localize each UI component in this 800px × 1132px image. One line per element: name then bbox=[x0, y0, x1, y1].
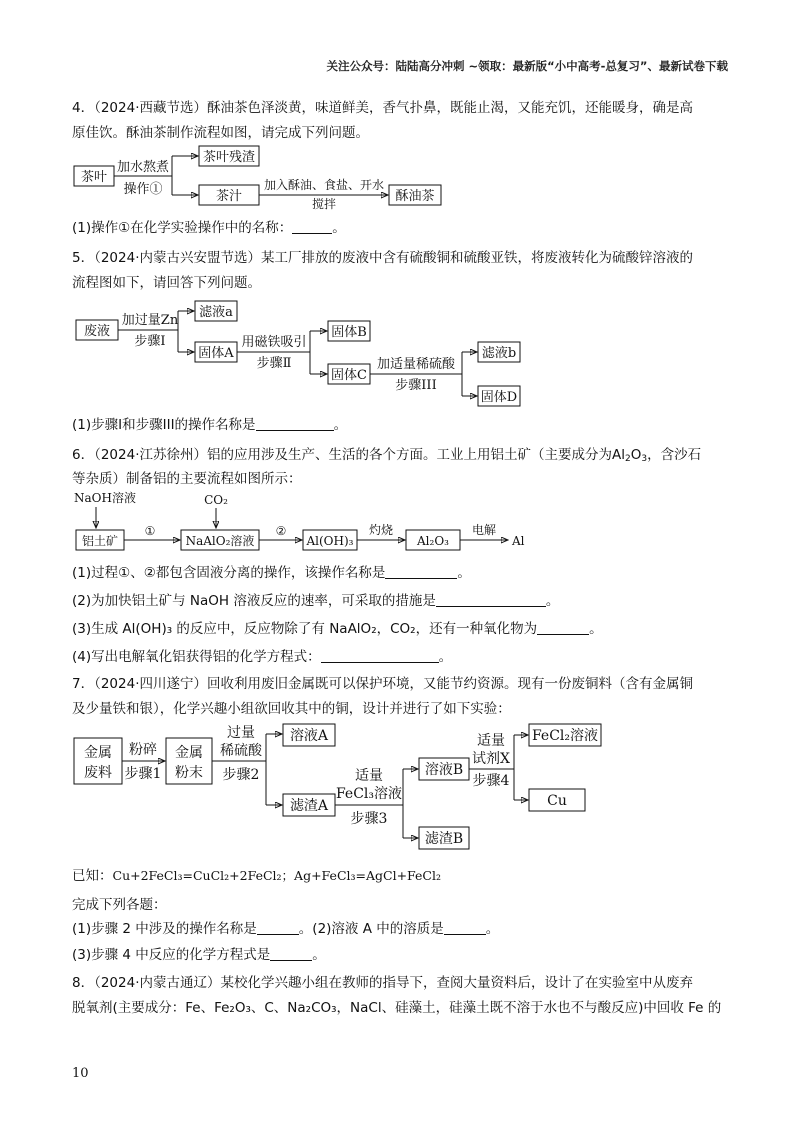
q6-naalo2: NaAlO₂溶液 bbox=[185, 534, 255, 548]
q5-solid-c: 固体C bbox=[331, 368, 367, 383]
q4-step-a: 加水熬煮 bbox=[116, 160, 170, 175]
q4-sub1-blank[interactable] bbox=[292, 219, 332, 234]
q7-stem-line2: 及少量铁和银），化学兴趣小组欲回收其中的铜，设计并进行了如下实验： bbox=[72, 701, 511, 717]
q5-solid-a: 固体A bbox=[198, 346, 234, 361]
q5-stem-line2: 流程图如下，请回答下列问题。 bbox=[72, 275, 261, 291]
q6-sub4-end: 。 bbox=[438, 649, 453, 665]
q6-o: O bbox=[630, 447, 642, 463]
q5-filtrate-a: 滤液a bbox=[199, 305, 233, 320]
q4-product: 酥油茶 bbox=[395, 189, 435, 204]
q5-solid-d: 固体D bbox=[480, 390, 518, 405]
q6-sub2-blank[interactable] bbox=[436, 592, 546, 607]
q5-step3: 步骤III bbox=[395, 378, 437, 393]
q5-sub1-blank[interactable] bbox=[256, 416, 334, 431]
q6-sub-3: 3 bbox=[641, 454, 648, 464]
q6-electrolysis: 电解 bbox=[471, 523, 497, 537]
q6-sub-2: 2 bbox=[624, 454, 631, 464]
q5-step2: 步骤Ⅱ bbox=[256, 356, 292, 371]
q6-sub2 bbox=[72, 589, 728, 613]
q5-acid: 加适量稀硫酸 bbox=[376, 357, 456, 372]
q6-sub1-text: (1)过程①、②都包含固液分离的操作，该操作名称是 bbox=[72, 565, 386, 581]
q6-sub3 bbox=[72, 617, 728, 641]
q7-sub1-text: (1)步骤 2 中涉及的操作名称是 bbox=[72, 921, 257, 937]
q6-al: Al bbox=[512, 534, 525, 548]
q7-stem-line1: 7．（2024·四川遂宁）回收利用废旧金属既可以保护环境，又能节约资源。现有一份废铜料（含有金属铜 bbox=[72, 676, 693, 692]
q8-stem-line2: 脱氧剂(主要成分：Fe、Fe₂O₃、C、Na₂CO₃，NaCl、硅藻土，硅藻土既不溶于水也不与酸反应)中回收 Fe 的 bbox=[72, 1000, 722, 1016]
q7-sub1-end: 。 bbox=[298, 921, 313, 937]
q7-sub2-end: 。 bbox=[485, 921, 500, 937]
q7-cu: Cu bbox=[547, 793, 567, 809]
q7-instruction: 完成下列各题： bbox=[72, 897, 167, 913]
q7-moderate-2: 适量 bbox=[477, 733, 505, 749]
q6-sub4-text: (4)写出电解氧化铝获得铝的化学方程式： bbox=[72, 649, 321, 665]
q6-sub2-text: (2)为加快铝土矿与 NaOH 溶液反应的速率，可采取的措施是 bbox=[72, 593, 436, 609]
q6-sub3-text: (3)生成 Al(OH)₃ 的反应中，反应物除了有 NaAlO₂，CO₂，还有一种氧化物为 bbox=[72, 621, 538, 637]
q7-dilute: 稀硫酸 bbox=[220, 743, 262, 759]
q6-ore: 铝土矿 bbox=[81, 534, 119, 548]
q7-known bbox=[72, 864, 728, 888]
q7-known-label: 已知： bbox=[72, 868, 113, 884]
q4-sub1-text: (1)操作①在化学实验操作中的名称： bbox=[72, 220, 293, 236]
q7-powder-1: 金属 bbox=[175, 745, 203, 761]
q7-fecl3: FeCl₃溶液 bbox=[335, 786, 403, 802]
q6-burn: 灼烧 bbox=[368, 523, 394, 537]
q5-add-zn: 加过量Zn bbox=[121, 313, 179, 328]
q7-scrap-1: 金属 bbox=[84, 745, 112, 761]
q7-fecl2: FeCl₂溶液 bbox=[531, 728, 599, 744]
q6-aloh3: Al(OH)₃ bbox=[306, 534, 354, 548]
q4-tea: 茶叶 bbox=[80, 170, 108, 185]
q7-sub3-blank[interactable] bbox=[270, 946, 312, 961]
q4-stem-line1: 4．（2024·西藏节选）酥油茶色泽淡黄，味道鲜美，香气扑鼻，既能止渴，又能充饥，还能暖身，确是高 bbox=[72, 100, 693, 116]
q4-sub1-end: 。 bbox=[332, 220, 346, 236]
q6-naoh: NaOH溶液 bbox=[74, 491, 136, 505]
q7-sub3-text: (3)步骤 4 中反应的化学方程式是 bbox=[72, 947, 271, 963]
q7-step1: 步骤1 bbox=[124, 766, 162, 782]
q7-residue-a: 滤渣A bbox=[289, 798, 329, 814]
q4-stir: 搅拌 bbox=[311, 197, 337, 211]
q6-sub4 bbox=[72, 645, 728, 669]
q5-waste: 废液 bbox=[83, 324, 111, 339]
q5-filtrate-b: 滤液b bbox=[481, 346, 517, 361]
q6-step2: ② bbox=[275, 524, 287, 538]
q6-sub3-blank[interactable] bbox=[537, 620, 589, 635]
q4-residue: 茶叶残渣 bbox=[202, 150, 256, 165]
q6-stem-line1-text: 6．（2024·江苏徐州）铝的应用涉及生产、生活的各个方面。工业上用铝土矿（主要成分为Al bbox=[72, 447, 625, 463]
q4-stem-line2: 原佳饮。酥油茶制作流程如图，请完成下列问题。 bbox=[72, 125, 369, 141]
q4-add: 加入酥油、食盐、开水 bbox=[263, 178, 385, 192]
q4-juice: 茶汁 bbox=[215, 189, 243, 204]
q7-solution-a: 溶液A bbox=[289, 728, 329, 744]
q6-al2o3: Al₂O₃ bbox=[417, 534, 449, 548]
q4-flow-diagram bbox=[74, 146, 441, 211]
q4-sub1 bbox=[72, 216, 728, 240]
q7-sub2-blank[interactable] bbox=[444, 920, 486, 935]
q5-step1: 步骤I bbox=[134, 334, 166, 349]
q5-solid-b: 固体B bbox=[331, 325, 367, 340]
q7-step3: 步骤3 bbox=[350, 811, 388, 827]
q7-crush: 粉碎 bbox=[129, 742, 157, 758]
q6-sub3-end: 。 bbox=[589, 621, 603, 637]
q7-step4: 步骤4 bbox=[472, 773, 510, 789]
q7-reagent-x: 试剂X bbox=[472, 751, 510, 767]
q7-sub3 bbox=[72, 943, 728, 967]
q7-excess: 过量 bbox=[227, 725, 255, 741]
q5-sub1-text: (1)步骤Ⅰ和步骤III的操作名称是 bbox=[72, 417, 256, 433]
q6-step1: ① bbox=[144, 524, 156, 538]
q6-sub4-blank[interactable] bbox=[321, 648, 439, 663]
q6-sub1-blank[interactable] bbox=[385, 564, 457, 579]
q7-flow-diagram bbox=[74, 724, 601, 849]
q6-sub1-end: 。 bbox=[457, 565, 471, 581]
q6-sub2-end: 。 bbox=[545, 593, 560, 609]
q7-residue-b: 滤渣B bbox=[424, 831, 464, 847]
q6-co2: CO₂ bbox=[204, 493, 228, 507]
q8-stem-line1: 8．（2024·内蒙古通辽）某校化学兴趣小组在教师的指导下，查阅大量资料后，设计了在实验室中从废弃 bbox=[72, 975, 693, 991]
q5-flow-diagram bbox=[76, 301, 520, 406]
q6-sub1 bbox=[72, 561, 728, 585]
q7-powder-2: 粉末 bbox=[175, 765, 203, 781]
q6-stem-line1-end: ，含沙石 bbox=[647, 447, 702, 463]
q7-sub1-blank[interactable] bbox=[257, 920, 299, 935]
q7-sub1-sub2 bbox=[72, 917, 728, 941]
q7-known-equations: Cu+2FeCl₃=CuCl₂+2FeCl₂；Ag+FeCl₃=AgCl+FeCl₂ bbox=[112, 868, 442, 883]
q7-moderate: 适量 bbox=[355, 768, 383, 784]
q5-sub1-end: 。 bbox=[333, 417, 348, 433]
q7-solution-b: 溶液B bbox=[424, 762, 464, 778]
q4-step-b: 操作① bbox=[123, 182, 163, 197]
page-number: 10 bbox=[72, 1066, 89, 1081]
q7-sub2-text: (2)溶液 A 中的溶质是 bbox=[312, 921, 444, 937]
page-header: 关注公众号：陆陆高分冲刺 ~领取：最新版“小中高考-总复习”、最新试卷下载 bbox=[326, 59, 728, 73]
q5-sub1 bbox=[72, 413, 728, 437]
q7-scrap-2: 废料 bbox=[84, 765, 112, 781]
q6-flow-diagram bbox=[74, 490, 525, 550]
q7-sub3-end: 。 bbox=[312, 947, 326, 963]
q5-stem-line1: 5．（2024·内蒙古兴安盟节选）某工厂排放的废液中含有硫酸铜和硫酸亚铁，将废液转化为硫酸锌溶液的 bbox=[72, 250, 693, 266]
q6-stem-line2: 等杂质）制备铝的主要流程如图所示： bbox=[72, 471, 302, 487]
q5-magnet: 用磁铁吸引 bbox=[241, 335, 307, 350]
q7-step2: 步骤2 bbox=[222, 767, 260, 783]
